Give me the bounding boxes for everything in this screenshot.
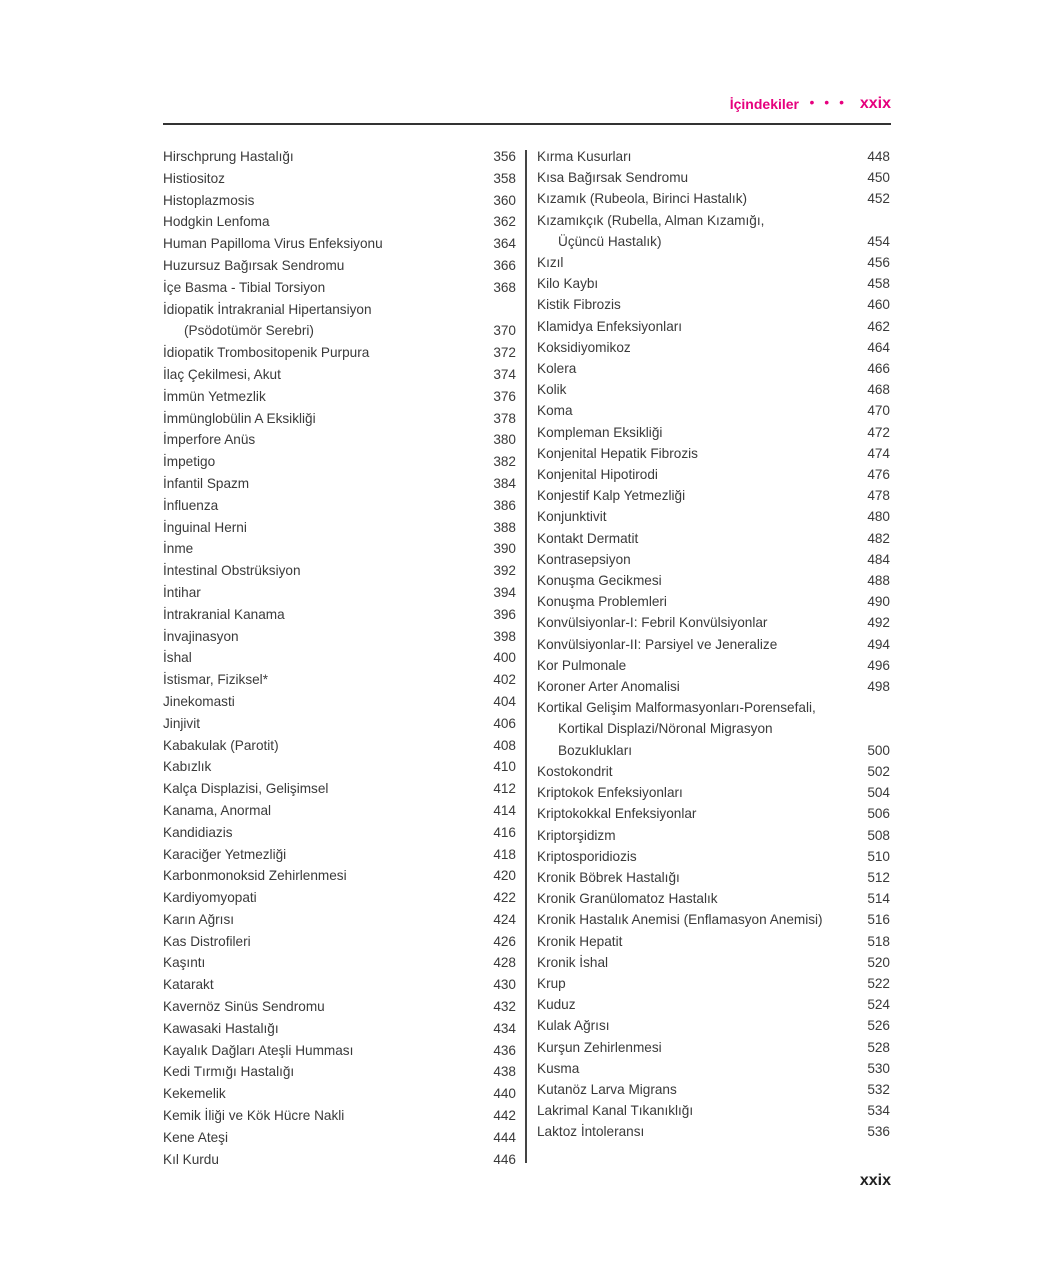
toc-entry-page: 380 bbox=[493, 432, 516, 448]
toc-entry bbox=[163, 517, 516, 539]
toc-entry-page: 530 bbox=[867, 1060, 890, 1076]
toc-entry-page: 450 bbox=[867, 170, 890, 186]
toc-entry-page: 480 bbox=[867, 509, 890, 525]
toc-entry bbox=[537, 188, 890, 209]
toc-entry-title: Kortikal Displazi/Nöronal Migrasyon bbox=[558, 721, 773, 737]
toc-entry-title: Konjunktivit bbox=[537, 509, 607, 525]
toc-entry bbox=[537, 634, 890, 655]
toc-entry bbox=[537, 210, 890, 252]
toc-entry bbox=[163, 451, 516, 473]
toc-entry-page: 520 bbox=[867, 954, 890, 970]
toc-entry-title: Kandidiazis bbox=[163, 824, 233, 840]
toc-entry-page: 524 bbox=[867, 997, 890, 1013]
toc-entry bbox=[537, 1015, 890, 1036]
toc-entry-title: İmmün Yetmezlik bbox=[163, 388, 266, 404]
toc-entry-page: 536 bbox=[867, 1124, 890, 1140]
toc-entry bbox=[537, 337, 890, 358]
toc-entry bbox=[537, 612, 890, 633]
toc-entry bbox=[163, 277, 516, 299]
toc-entry-title: İnfantil Spazm bbox=[163, 475, 250, 491]
toc-entry-page: 414 bbox=[493, 802, 516, 818]
toc-entry bbox=[537, 782, 890, 803]
toc-entry-page: 382 bbox=[493, 454, 516, 470]
toc-entry-title: Kriptorşidizm bbox=[537, 827, 616, 843]
toc-entry-page: 410 bbox=[493, 759, 516, 775]
toc-entry-page: 516 bbox=[867, 912, 890, 928]
toc-entry-title: Kızıl bbox=[537, 255, 564, 271]
toc-entry-title: Kene Ateşi bbox=[163, 1129, 228, 1145]
toc-entry bbox=[163, 1105, 516, 1127]
toc-entry-page: 522 bbox=[867, 975, 890, 991]
toc-entry-page: 408 bbox=[493, 737, 516, 753]
toc-entry-page: 384 bbox=[493, 475, 516, 491]
toc-entry-page: 370 bbox=[493, 323, 516, 339]
toc-entry bbox=[537, 273, 890, 294]
toc-entry-title: Jinjivit bbox=[163, 715, 201, 731]
toc-entry-page: 498 bbox=[867, 679, 890, 695]
toc-entry-page: 422 bbox=[493, 890, 516, 906]
toc-entry-title: İçe Basma - Tibial Torsiyon bbox=[163, 279, 326, 295]
toc-entry-title: Kuduz bbox=[537, 997, 576, 1013]
toc-entry bbox=[537, 379, 890, 400]
toc-entry-title: İmperfore Anüs bbox=[163, 432, 256, 448]
toc-entry-title: Kronik Hepatit bbox=[537, 933, 623, 949]
toc-entry-page: 362 bbox=[493, 214, 516, 230]
toc-entry-title: Kurşun Zehirlenmesi bbox=[537, 1039, 662, 1055]
toc-entry-title: Kontrasepsiyon bbox=[537, 551, 631, 567]
toc-entry-page: 534 bbox=[867, 1103, 890, 1119]
toc-entry-title: Kısa Bağırsak Sendromu bbox=[537, 170, 689, 186]
toc-entry-page: 404 bbox=[493, 693, 516, 709]
header-rule bbox=[163, 123, 891, 125]
toc-entry bbox=[163, 974, 516, 996]
toc-entry-title: Hodgkin Lenfoma bbox=[163, 214, 270, 230]
toc-entry bbox=[163, 909, 516, 931]
toc-entry-title: Kolik bbox=[537, 382, 567, 398]
toc-entry bbox=[163, 429, 516, 451]
toc-entry bbox=[163, 146, 516, 168]
toc-entry bbox=[163, 342, 516, 364]
toc-entry-page: 372 bbox=[493, 345, 516, 361]
toc-entry-title: İmpetigo bbox=[163, 454, 216, 470]
toc-entry-title: Üçüncü Hastalık) bbox=[558, 233, 662, 249]
toc-entry-title: Katarakt bbox=[163, 977, 214, 993]
toc-entry-title: Kardiyomyopati bbox=[163, 890, 257, 906]
toc-entry-title: Kilo Kaybı bbox=[537, 276, 599, 292]
toc-entry-title: Konjenital Hepatik Fibrozis bbox=[537, 445, 698, 461]
toc-entry-title: Kusma bbox=[537, 1060, 580, 1076]
toc-entry-title: Kutanöz Larva Migrans bbox=[537, 1081, 677, 1097]
toc-entry bbox=[163, 1018, 516, 1040]
toc-entry bbox=[537, 1100, 890, 1121]
toc-entry bbox=[163, 735, 516, 757]
toc-entry-page: 446 bbox=[493, 1151, 516, 1167]
toc-entry-page: 492 bbox=[867, 615, 890, 631]
toc-entry bbox=[537, 867, 890, 888]
toc-entry bbox=[537, 952, 890, 973]
toc-entry bbox=[537, 994, 890, 1015]
toc-entry-page: 402 bbox=[493, 672, 516, 688]
toc-entry-title: İdiopatik İntrakranial Hipertansiyon bbox=[163, 301, 372, 317]
toc-entry-title: Kulak Ağrısı bbox=[537, 1018, 610, 1034]
toc-entry-title: Karın Ağrısı bbox=[163, 911, 235, 927]
toc-entry-page: 452 bbox=[867, 191, 890, 207]
toc-entry-page: 476 bbox=[867, 467, 890, 483]
toc-entry bbox=[537, 803, 890, 824]
toc-entry-title: Klamidya Enfeksiyonları bbox=[537, 318, 683, 334]
toc-entry bbox=[163, 604, 516, 626]
toc-entry-title: Konuşma Gecikmesi bbox=[537, 573, 662, 589]
toc-entry-page: 496 bbox=[867, 657, 890, 673]
toc-entry bbox=[163, 1149, 516, 1171]
toc-entry-title: Krup bbox=[537, 975, 566, 991]
toc-entry-page: 412 bbox=[493, 781, 516, 797]
toc-entry-page: 440 bbox=[493, 1086, 516, 1102]
toc-entry-page: 400 bbox=[493, 650, 516, 666]
toc-entry-title: Kıl Kurdu bbox=[163, 1151, 219, 1167]
toc-entry-title: Kavernöz Sinüs Sendromu bbox=[163, 999, 325, 1015]
toc-entry-page: 494 bbox=[867, 636, 890, 652]
toc-entry-title: Konvülsiyonlar-II: Parsiyel ve Jeneralize bbox=[537, 636, 778, 652]
toc-entry-title: Kawasaki Hastalığı bbox=[163, 1020, 279, 1036]
toc-entry-title: İshal bbox=[163, 650, 192, 666]
toc-entry-title: Kedi Tırmığı Hastalığı bbox=[163, 1064, 295, 1080]
toc-entry bbox=[537, 846, 890, 867]
toc-entry bbox=[537, 443, 890, 464]
toc-entry bbox=[163, 756, 516, 778]
toc-entry bbox=[163, 996, 516, 1018]
toc-entry bbox=[163, 626, 516, 648]
toc-entry-page: 356 bbox=[493, 149, 516, 164]
toc-entry bbox=[163, 233, 516, 255]
toc-entry-title: İntrakranial Kanama bbox=[163, 606, 285, 622]
toc-entry-page: 466 bbox=[867, 361, 890, 377]
toc-entry-title: (Psödotümör Serebri) bbox=[184, 323, 314, 339]
toc-entry-page: 420 bbox=[493, 868, 516, 884]
toc-entry bbox=[163, 473, 516, 495]
toc-entry-page: 502 bbox=[867, 763, 890, 779]
toc-entry bbox=[163, 822, 516, 844]
toc-entry-title: Kronik İshal bbox=[537, 954, 609, 970]
toc-entry bbox=[163, 495, 516, 517]
toc-entry-page: 364 bbox=[493, 236, 516, 252]
toc-entry bbox=[537, 422, 890, 443]
toc-entry bbox=[537, 697, 890, 761]
toc-entry bbox=[537, 591, 890, 612]
toc-entry-page: 396 bbox=[493, 606, 516, 622]
toc-entry-title: İnguinal Herni bbox=[163, 519, 247, 535]
toc-entry bbox=[537, 146, 890, 167]
toc-entry-page: 426 bbox=[493, 933, 516, 949]
toc-entry bbox=[163, 168, 516, 190]
toc-entry-page: 510 bbox=[867, 848, 890, 864]
toc-entry-title: Kor Pulmonale bbox=[537, 657, 627, 673]
toc-entry-title: Hirschprung Hastalığı bbox=[163, 149, 294, 164]
toc-entry-title: Kompleman Eksikliği bbox=[537, 424, 663, 440]
toc-entry-page: 416 bbox=[493, 824, 516, 840]
toc-entry-title: Kronik Böbrek Hastalığı bbox=[537, 869, 680, 885]
toc-entry-page: 434 bbox=[493, 1020, 516, 1036]
toc-entry-title: Koma bbox=[537, 403, 573, 419]
toc-entry-page: 398 bbox=[493, 628, 516, 644]
toc-entry-page: 406 bbox=[493, 715, 516, 731]
toc-entry-page: 508 bbox=[867, 827, 890, 843]
toc-entry bbox=[537, 676, 890, 697]
toc-entry-page: 368 bbox=[493, 279, 516, 295]
toc-entry-title: Konjestif Kalp Yetmezliği bbox=[537, 488, 686, 504]
toc-entry-page: 462 bbox=[867, 318, 890, 334]
toc-entry-page: 528 bbox=[867, 1039, 890, 1055]
toc-entry bbox=[537, 973, 890, 994]
toc-entry bbox=[537, 528, 890, 549]
toc-entry bbox=[163, 647, 516, 669]
toc-entry-page: 468 bbox=[867, 382, 890, 398]
toc-entry-page: 470 bbox=[867, 403, 890, 419]
toc-entry-title: Jinekomasti bbox=[163, 693, 235, 709]
toc-entry-page: 506 bbox=[867, 806, 890, 822]
toc-entry-page: 430 bbox=[493, 977, 516, 993]
toc-entry-title: İntestinal Obstrüksiyon bbox=[163, 563, 301, 579]
toc-entry-title: Kızamık (Rubeola, Birinci Hastalık) bbox=[537, 191, 748, 207]
toc-entry-page: 374 bbox=[493, 366, 516, 382]
toc-entry-page: 488 bbox=[867, 573, 890, 589]
toc-entry-title: Histiositoz bbox=[163, 170, 225, 186]
toc-entry-title: Koksidiyomikoz bbox=[537, 339, 631, 355]
toc-entry bbox=[537, 549, 890, 570]
toc-entry bbox=[163, 800, 516, 822]
toc-entry-page: 386 bbox=[493, 497, 516, 513]
toc-entry-title: İntihar bbox=[163, 584, 201, 600]
toc-entry bbox=[163, 538, 516, 560]
toc-entry-page: 512 bbox=[867, 869, 890, 885]
toc-entry bbox=[537, 1079, 890, 1100]
toc-entry-title: Kontakt Dermatit bbox=[537, 530, 639, 546]
toc-entry-page: 448 bbox=[867, 149, 890, 164]
toc-entry-title: Histoplazmosis bbox=[163, 192, 255, 208]
toc-entry bbox=[163, 931, 516, 953]
toc-entry-page: 376 bbox=[493, 388, 516, 404]
toc-entry-title: Karaciğer Yetmezliği bbox=[163, 846, 287, 862]
toc-entry-title: Kas Distrofileri bbox=[163, 933, 251, 949]
toc-entry-page: 418 bbox=[493, 846, 516, 862]
toc-entry-title: Kanama, Anormal bbox=[163, 802, 272, 818]
toc-entry bbox=[537, 358, 890, 379]
toc-entry-page: 442 bbox=[493, 1108, 516, 1124]
toc-entry-title: Kriptosporidiozis bbox=[537, 848, 637, 864]
toc-entry-page: 390 bbox=[493, 541, 516, 557]
toc-entry bbox=[537, 655, 890, 676]
toc-entry-title: Kekemelik bbox=[163, 1086, 226, 1102]
toc-column-right bbox=[537, 146, 890, 1143]
toc-entry bbox=[163, 1083, 516, 1105]
header-dots: • • • bbox=[809, 94, 847, 110]
toc-entry-page: 500 bbox=[867, 742, 890, 758]
toc-entry-page: 454 bbox=[867, 233, 890, 249]
toc-entry bbox=[537, 506, 890, 527]
toc-entry-page: 504 bbox=[867, 785, 890, 801]
toc-entry-title: Kalça Displazisi, Gelişimsel bbox=[163, 781, 329, 797]
toc-entry bbox=[163, 582, 516, 604]
toc-entry bbox=[537, 464, 890, 485]
toc-entry-page: 392 bbox=[493, 563, 516, 579]
toc-entry-title: Kolera bbox=[537, 361, 577, 377]
toc-entry bbox=[537, 888, 890, 909]
toc-entry-page: 394 bbox=[493, 584, 516, 600]
toc-entry bbox=[537, 316, 890, 337]
toc-entry-page: 358 bbox=[493, 170, 516, 186]
toc-entry bbox=[537, 1058, 890, 1079]
toc-entry bbox=[163, 669, 516, 691]
toc-entry-title: Kronik Granülomatoz Hastalık bbox=[537, 891, 718, 907]
toc-entry bbox=[163, 691, 516, 713]
toc-entry bbox=[537, 252, 890, 273]
toc-entry-title: Human Papilloma Virus Enfeksiyonu bbox=[163, 236, 383, 252]
toc-entry bbox=[163, 778, 516, 800]
toc-entry-title: Konjenital Hipotirodi bbox=[537, 467, 658, 483]
toc-entry-page: 424 bbox=[493, 911, 516, 927]
toc-entry bbox=[163, 887, 516, 909]
toc-entry bbox=[163, 211, 516, 233]
toc-entry-page: 526 bbox=[867, 1018, 890, 1034]
toc-entry-title: Kabızlık bbox=[163, 759, 212, 775]
toc-entry-page: 474 bbox=[867, 445, 890, 461]
column-divider bbox=[525, 150, 527, 1163]
toc-entry-page: 378 bbox=[493, 410, 516, 426]
toc-entry bbox=[537, 167, 890, 188]
toc-entry-page: 436 bbox=[493, 1042, 516, 1058]
toc-entry-page: 432 bbox=[493, 999, 516, 1015]
toc-entry-page: 460 bbox=[867, 297, 890, 313]
toc-entry bbox=[537, 1037, 890, 1058]
toc-entry-title: Kayalık Dağları Ateşli Humması bbox=[163, 1042, 354, 1058]
toc-entry-title: Laktoz İntoleransı bbox=[537, 1124, 645, 1140]
toc-entry bbox=[163, 844, 516, 866]
toc-entry-title: Kriptokokkal Enfeksiyonlar bbox=[537, 806, 697, 822]
toc-entry-title: Kabakulak (Parotit) bbox=[163, 737, 279, 753]
toc-entry-page: 438 bbox=[493, 1064, 516, 1080]
toc-entry bbox=[537, 909, 890, 930]
toc-entry-title: Kriptokok Enfeksiyonları bbox=[537, 785, 683, 801]
toc-entry-title: Kronik Hastalık Anemisi (Enflamasyon Anemisi) bbox=[537, 912, 823, 928]
toc-entry-title: İdiopatik Trombositopenik Purpura bbox=[163, 345, 370, 361]
toc-entry bbox=[537, 825, 890, 846]
toc-entry-page: 518 bbox=[867, 933, 890, 949]
toc-entry-title: Kızamıkçık (Rubella, Alman Kızamığı, bbox=[537, 212, 765, 228]
toc-entry-title: İnme bbox=[163, 541, 194, 557]
toc-entry bbox=[163, 952, 516, 974]
toc-entry-page: 366 bbox=[493, 257, 516, 273]
toc-entry bbox=[163, 1127, 516, 1149]
toc-entry bbox=[537, 761, 890, 782]
toc-entry bbox=[163, 408, 516, 430]
toc-entry bbox=[163, 299, 516, 343]
toc-entry-page: 456 bbox=[867, 255, 890, 271]
toc-entry-page: 490 bbox=[867, 594, 890, 610]
toc-entry bbox=[537, 294, 890, 315]
toc-entry-title: İnfluenza bbox=[163, 497, 219, 513]
toc-column-left bbox=[163, 146, 516, 1170]
toc-entry-title: Kortikal Gelişim Malformasyonları-Porensefali, bbox=[537, 700, 816, 716]
toc-entry-title: Koroner Arter Anomalisi bbox=[537, 679, 680, 695]
toc-entry-title: İlaç Çekilmesi, Akut bbox=[163, 366, 281, 382]
toc-entry-page: 482 bbox=[867, 530, 890, 546]
section-title: İçindekiler bbox=[729, 96, 799, 112]
toc-entry-page: 514 bbox=[867, 891, 890, 907]
toc-entry-title: Bozuklukları bbox=[558, 742, 633, 758]
toc-entry-title: İstismar, Fiziksel* bbox=[163, 672, 268, 688]
header-page-number: xxix bbox=[859, 95, 891, 112]
footer-page-number: xxix bbox=[859, 1172, 891, 1189]
toc-entry-title: Kistik Fibrozis bbox=[537, 297, 621, 313]
toc-entry bbox=[537, 570, 890, 591]
toc-entry bbox=[163, 865, 516, 887]
toc-entry-page: 388 bbox=[493, 519, 516, 535]
toc-entry-title: Lakrimal Kanal Tıkanıklığı bbox=[537, 1103, 694, 1119]
toc-entry-page: 532 bbox=[867, 1081, 890, 1097]
toc-entry-title: Kırma Kusurları bbox=[537, 149, 632, 164]
toc-entry-title: Kemik İliği ve Kök Hücre Nakli bbox=[163, 1108, 345, 1124]
toc-entry bbox=[163, 386, 516, 408]
toc-entry-title: Kostokondrit bbox=[537, 763, 613, 779]
toc-entry-title: Kaşıntı bbox=[163, 955, 206, 971]
toc-entry-title: İmmünglobülin A Eksikliği bbox=[163, 410, 316, 426]
toc-entry-title: Konuşma Problemleri bbox=[537, 594, 667, 610]
toc-entry bbox=[163, 255, 516, 277]
running-header bbox=[163, 94, 891, 118]
toc-entry-title: Konvülsiyonlar-I: Febril Konvülsiyonlar bbox=[537, 615, 768, 631]
toc-entry bbox=[163, 364, 516, 386]
toc-entry bbox=[537, 1121, 890, 1142]
toc-entry-page: 464 bbox=[867, 339, 890, 355]
toc-entry-page: 444 bbox=[493, 1129, 516, 1145]
toc-entry bbox=[163, 713, 516, 735]
toc-entry-page: 472 bbox=[867, 424, 890, 440]
toc-entry bbox=[537, 931, 890, 952]
toc-entry-title: İnvajinasyon bbox=[163, 628, 239, 644]
toc-entry-page: 478 bbox=[867, 488, 890, 504]
toc-entry-title: Huzursuz Bağırsak Sendromu bbox=[163, 257, 345, 273]
toc-entry-page: 360 bbox=[493, 192, 516, 208]
toc-entry-page: 458 bbox=[867, 276, 890, 292]
toc-entry bbox=[163, 1061, 516, 1083]
toc-entry bbox=[163, 190, 516, 212]
toc-entry bbox=[163, 1040, 516, 1062]
toc-entry bbox=[537, 485, 890, 506]
toc-entry-title: Karbonmonoksid Zehirlenmesi bbox=[163, 868, 347, 884]
toc-entry-page: 484 bbox=[867, 551, 890, 567]
toc-entry-page: 428 bbox=[493, 955, 516, 971]
toc-entry bbox=[163, 560, 516, 582]
toc-entry bbox=[537, 400, 890, 421]
